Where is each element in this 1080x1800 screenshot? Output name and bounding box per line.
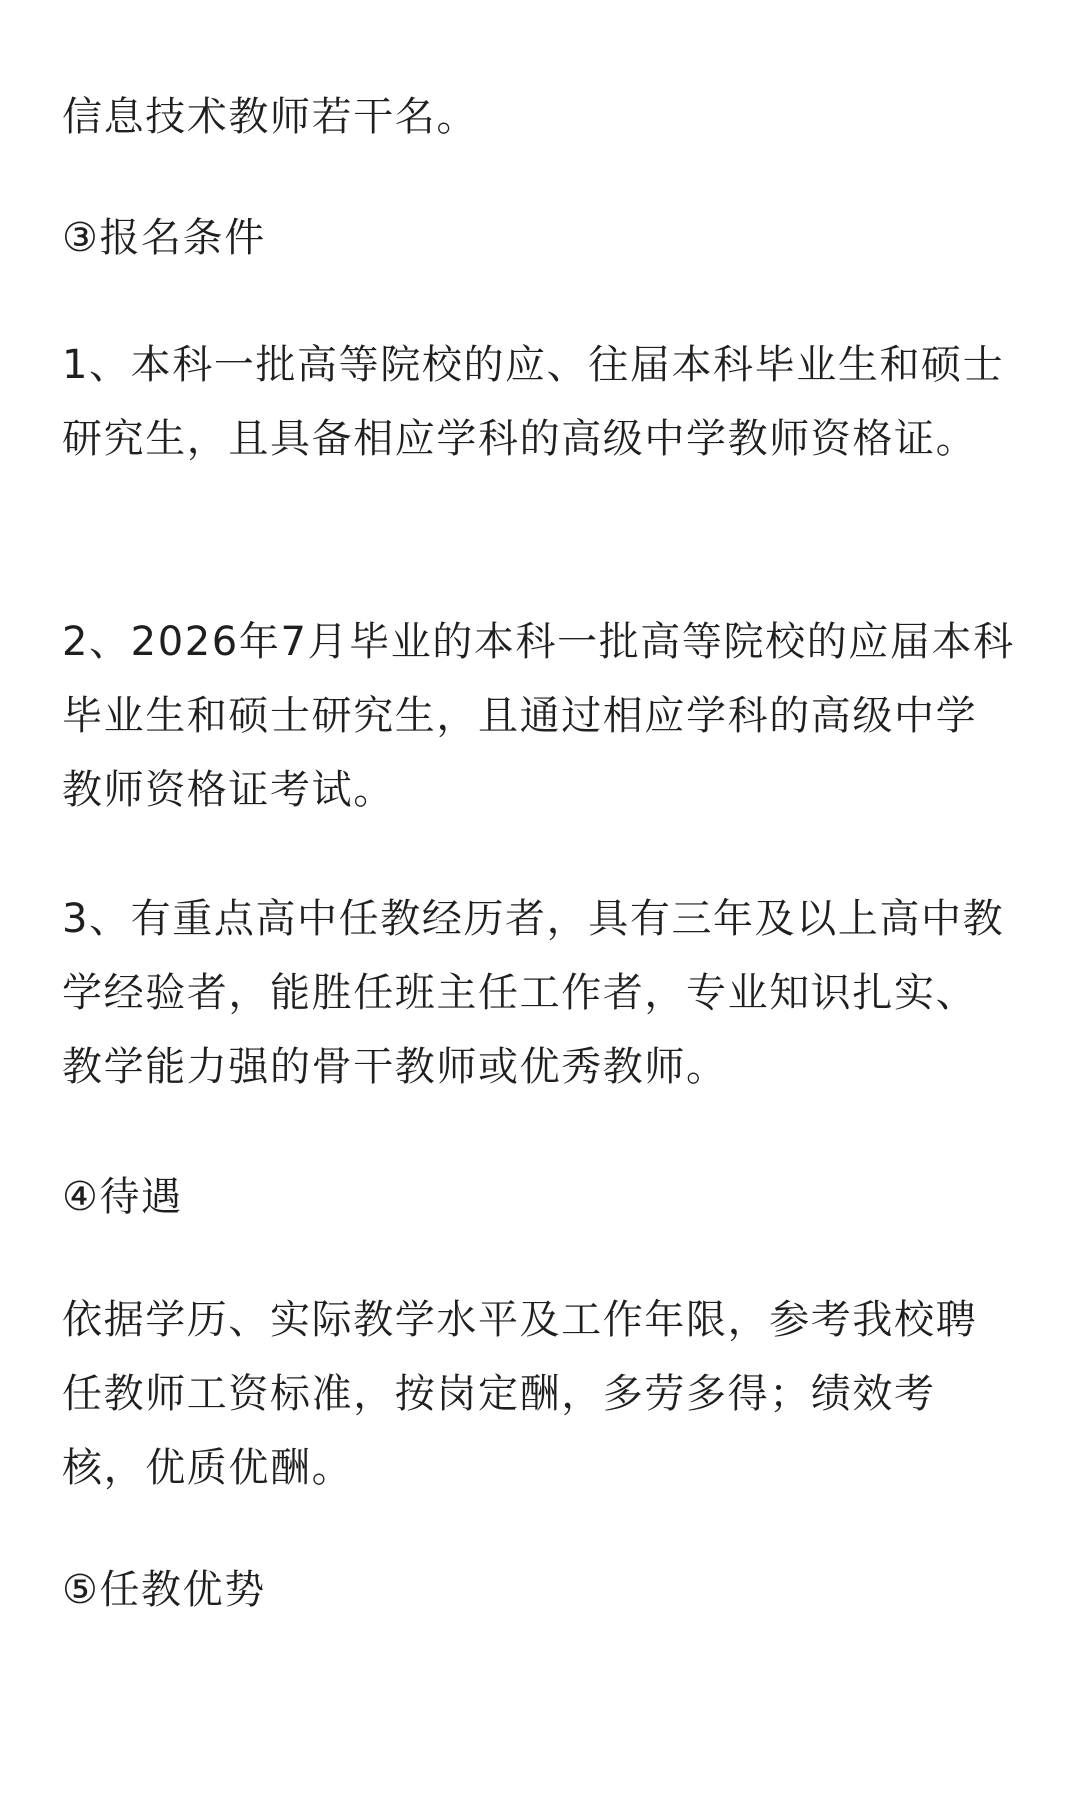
condition-item-1: 1、本科一批高等院校的应、往届本科毕业生和硕士研究生，且具备相应学科的高级中学教师资格证。 <box>62 342 1005 462</box>
condition-item-3: 3、有重点高中任教经历者，具有三年及以上高中教学经验者，能胜任班主任工作者，专业知识扎实、教学能力强的骨干教师或优秀教师。 <box>62 896 1005 1090</box>
section-heading-teaching-advantages: ⑤任教优势 <box>62 1567 266 1613</box>
benefits-paragraph: 依据学历、实际教学水平及工作年限，参考我校聘任教师工资标准，按岗定酬，多劳多得；绩效考核，优质优酬。 <box>62 1297 978 1491</box>
intro-paragraph: 信息技术教师若干名。 <box>62 94 478 140</box>
section-heading-benefits: ④待遇 <box>62 1174 183 1220</box>
condition-item-2: 2、2026年7月毕业的本科一批高等院校的应届本科毕业生和硕士研究生，且通过相应学科的高级中学教师资格证考试。 <box>62 619 1015 813</box>
section-heading-registration-conditions: ③报名条件 <box>62 215 266 261</box>
